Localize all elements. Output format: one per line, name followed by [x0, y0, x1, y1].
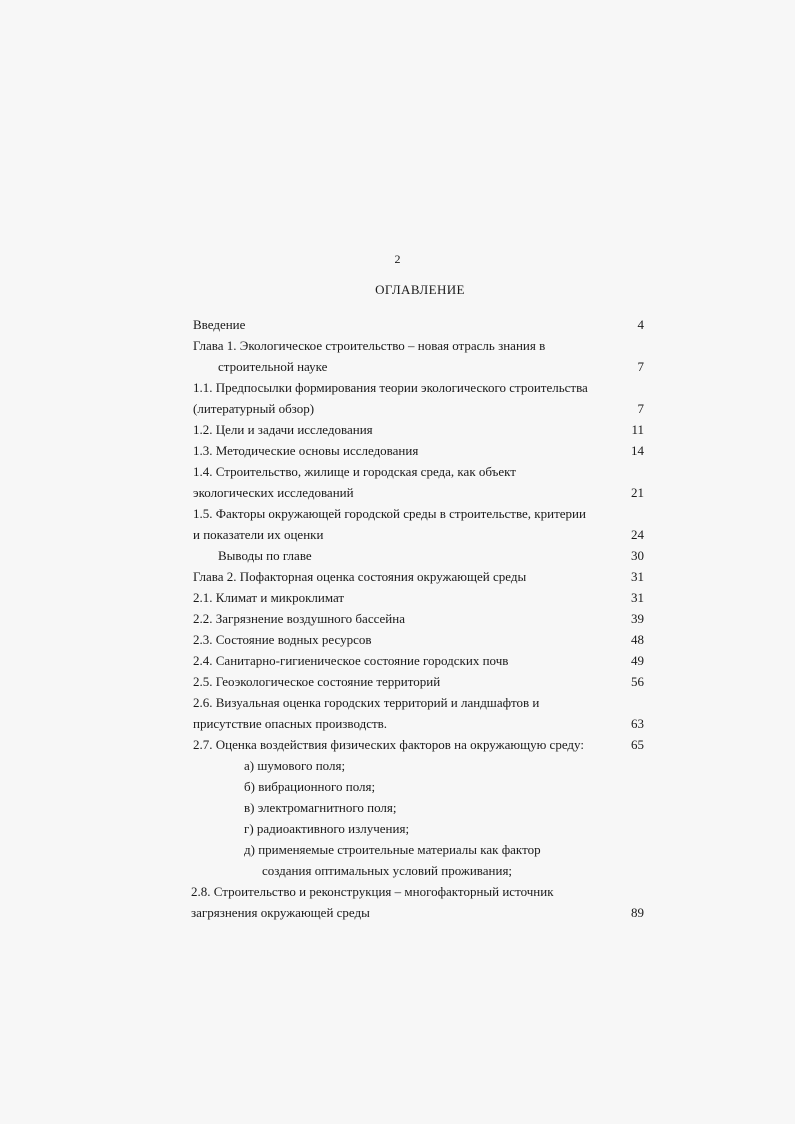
toc-entry-page — [580, 461, 644, 482]
toc-entry-page: 89 — [631, 905, 644, 920]
page-number: 2 — [394, 252, 401, 266]
toc-entry-page: 56 — [631, 674, 644, 689]
toc-entry-text: 1.1. Предпосылки формирования теории экологического строительства — [193, 380, 588, 395]
toc-entry-page: 39 — [631, 611, 644, 626]
toc-entry-text: присутствие опасных производств. — [193, 716, 388, 731]
toc-entry-text: 2.5. Геоэкологическое состояние территорий — [193, 674, 441, 689]
toc-entry-text: строительной науке — [218, 359, 328, 374]
toc-entry-text: экологических исследований — [193, 485, 354, 500]
toc-entry-page — [580, 881, 644, 902]
toc-entry-text: 1.3. Методические основы исследования — [193, 443, 419, 458]
toc-entry-text: 2.2. Загрязнение воздушного бассейна — [193, 611, 405, 626]
toc-entry-text: 1.2. Цели и задачи исследования — [193, 422, 373, 437]
toc-entry-page: 21 — [631, 485, 644, 500]
toc-entry-text: и показатели их оценки — [193, 527, 324, 542]
toc-entry-text: Выводы по главе — [218, 548, 312, 563]
toc-entry-page — [580, 860, 644, 881]
toc-entry-page: 24 — [631, 527, 644, 542]
toc-entry-page: 4 — [637, 317, 644, 332]
toc-entry-page — [580, 776, 644, 797]
toc-entry-text: 1.5. Факторы окружающей городской среды в строительстве, критерии — [193, 506, 586, 521]
toc-entry-text: а) шумового поля; — [244, 758, 346, 773]
toc-entry-page: 65 — [631, 737, 644, 752]
toc-entry-page — [580, 839, 644, 860]
toc-entry-text: (литературный обзор) — [193, 401, 315, 416]
toc-entry-text: г) радиоактивного излучения; — [244, 821, 410, 836]
toc-entry-text: 2.6. Визуальная оценка городских территорий и ландшафтов и — [193, 695, 540, 710]
toc-entry-page: 49 — [631, 653, 644, 668]
toc-entry-page — [580, 335, 644, 356]
toc-entry-page: 11 — [631, 422, 644, 437]
toc-entry-page — [580, 692, 644, 713]
toc-entry-text: 2.1. Климат и микроклимат — [193, 590, 345, 605]
toc-entry-text: в) электромагнитного поля; — [244, 800, 397, 815]
toc-entry-text: 1.4. Строительство, жилище и городская среда, как объект — [193, 464, 516, 479]
toc-entry-page — [580, 797, 644, 818]
toc-entry-text: 2.7. Оценка воздействия физических факторов на окружающую среду: — [193, 737, 584, 752]
toc-entry-page: 31 — [631, 590, 644, 605]
toc-entry-page: 7 — [637, 359, 644, 374]
toc-entry-text: Глава 2. Пофакторная оценка состояния окружающей среды — [193, 569, 527, 584]
toc-entry-text: создания оптимальных условий проживания; — [262, 863, 513, 878]
toc-entry-text: Глава 1. Экологическое строительство – новая отрасль знания в — [193, 338, 546, 353]
toc-entry-page: 63 — [631, 716, 644, 731]
toc-entry-page: 7 — [637, 401, 644, 416]
toc-entry-page: 31 — [631, 569, 644, 584]
toc-entry-page: 14 — [631, 443, 644, 458]
toc-entry-text: б) вибрационного поля; — [244, 779, 376, 794]
toc-entry-page — [580, 755, 644, 776]
toc-entry-text: 2.4. Санитарно-гигиеническое состояние городских почв — [193, 653, 509, 668]
toc-entry-page — [580, 503, 644, 524]
toc-entry-page — [580, 818, 644, 839]
toc-entry-text: д) применяемые строительные материалы как фактор — [244, 842, 541, 857]
toc-entry-text: 2.3. Состояние водных ресурсов — [193, 632, 372, 647]
toc-entry-text: загрязнения окружающей среды — [191, 905, 370, 920]
toc-entry-text: Введение — [193, 317, 246, 332]
toc-entry-page: 48 — [631, 632, 644, 647]
toc-entry-page: 30 — [631, 548, 644, 563]
page-title: ОГЛАВЛЕНИЕ — [375, 282, 465, 297]
toc-entry-text: 2.8. Строительство и реконструкция – многофакторный источник — [191, 884, 554, 899]
toc-entry-page — [580, 377, 644, 398]
